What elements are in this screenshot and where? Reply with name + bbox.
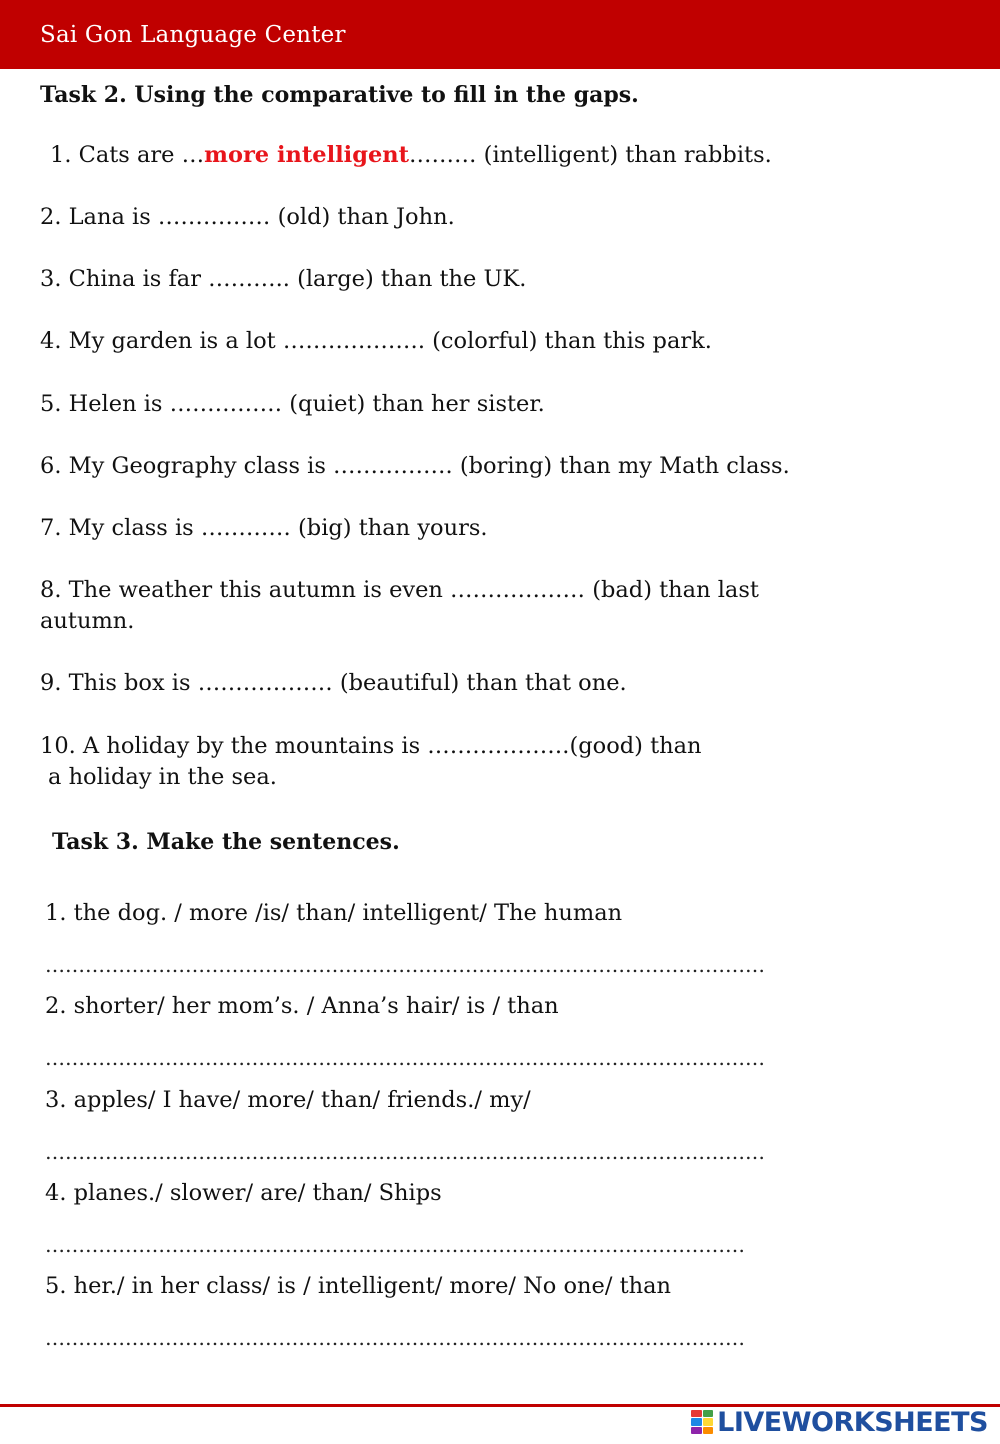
task3-answer-line-3[interactable]: ……………………………………………………………………………………………… bbox=[45, 1140, 765, 1164]
task3-item-1: 1. the dog. / more /is/ than/ intelligent/ The human bbox=[45, 900, 623, 926]
task2-item-9: 9. This box is ……………… (beautiful) than that one. bbox=[40, 670, 627, 696]
brand-text: LIVEWORKSHEETS bbox=[717, 1406, 988, 1438]
liveworksheets-logo-icon bbox=[691, 1410, 713, 1434]
item1-answer[interactable]: more intelligent bbox=[204, 142, 410, 168]
task2-item-6: 6. My Geography class is ……………. (boring) than my Math class. bbox=[40, 453, 790, 479]
liveworksheets-brand[interactable] bbox=[691, 1406, 988, 1438]
header-title: Sai Gon Language Center bbox=[40, 22, 346, 48]
task2-item-2: 2. Lana is …………… (old) than John. bbox=[40, 204, 455, 230]
task3-item-5: 5. her./ in her class/ is / intelligent/ more/ No one/ than bbox=[45, 1273, 672, 1299]
task3-answer-line-4[interactable]: …………………………………………………………………………………………… bbox=[45, 1233, 745, 1257]
task2-item-5: 5. Helen is …………… (quiet) than her sister. bbox=[40, 391, 545, 417]
task3-item-3: 3. apples/ I have/ more/ than/ friends./ my/ bbox=[45, 1087, 531, 1113]
task3-answer-line-1[interactable]: ……………………………………………………………………………………………… bbox=[45, 953, 765, 977]
task3-answer-line-5[interactable]: …………………………………………………………………………………………… bbox=[45, 1326, 745, 1350]
task3-item-2: 2. shorter/ her mom’s. / Anna’s hair/ is / than bbox=[45, 993, 559, 1019]
task3-title: Task 3. Make the sentences. bbox=[52, 829, 400, 855]
task2-title: Task 2. Using the comparative to fill in the gaps. bbox=[40, 82, 639, 108]
task3-item-4: 4. planes./ slower/ are/ than/ Ships bbox=[45, 1180, 442, 1206]
task2-item-4: 4. My garden is a lot ………………. (colorful) than this park. bbox=[40, 328, 712, 354]
item1-prefix: 1. Cats are … bbox=[50, 142, 205, 168]
task2-item-1 bbox=[50, 142, 772, 168]
header-bar bbox=[0, 0, 1000, 69]
task2-item-8-line2: autumn. bbox=[40, 608, 135, 634]
task2-item-10-line1: 10. A holiday by the mountains is ……………….(good) than bbox=[40, 733, 702, 759]
task2-item-7: 7. My class is ………… (big) than yours. bbox=[40, 515, 488, 541]
task3-answer-line-2[interactable]: ……………………………………………………………………………………………… bbox=[45, 1046, 765, 1070]
task2-item-8-line1: 8. The weather this autumn is even ……………… (bad) than last bbox=[40, 577, 759, 603]
item1-suffix: ……… (intelligent) than rabbits. bbox=[409, 142, 772, 168]
task2-item-3: 3. China is far ……….. (large) than the UK. bbox=[40, 266, 527, 292]
task2-item-10-line2: a holiday in the sea. bbox=[48, 764, 277, 790]
